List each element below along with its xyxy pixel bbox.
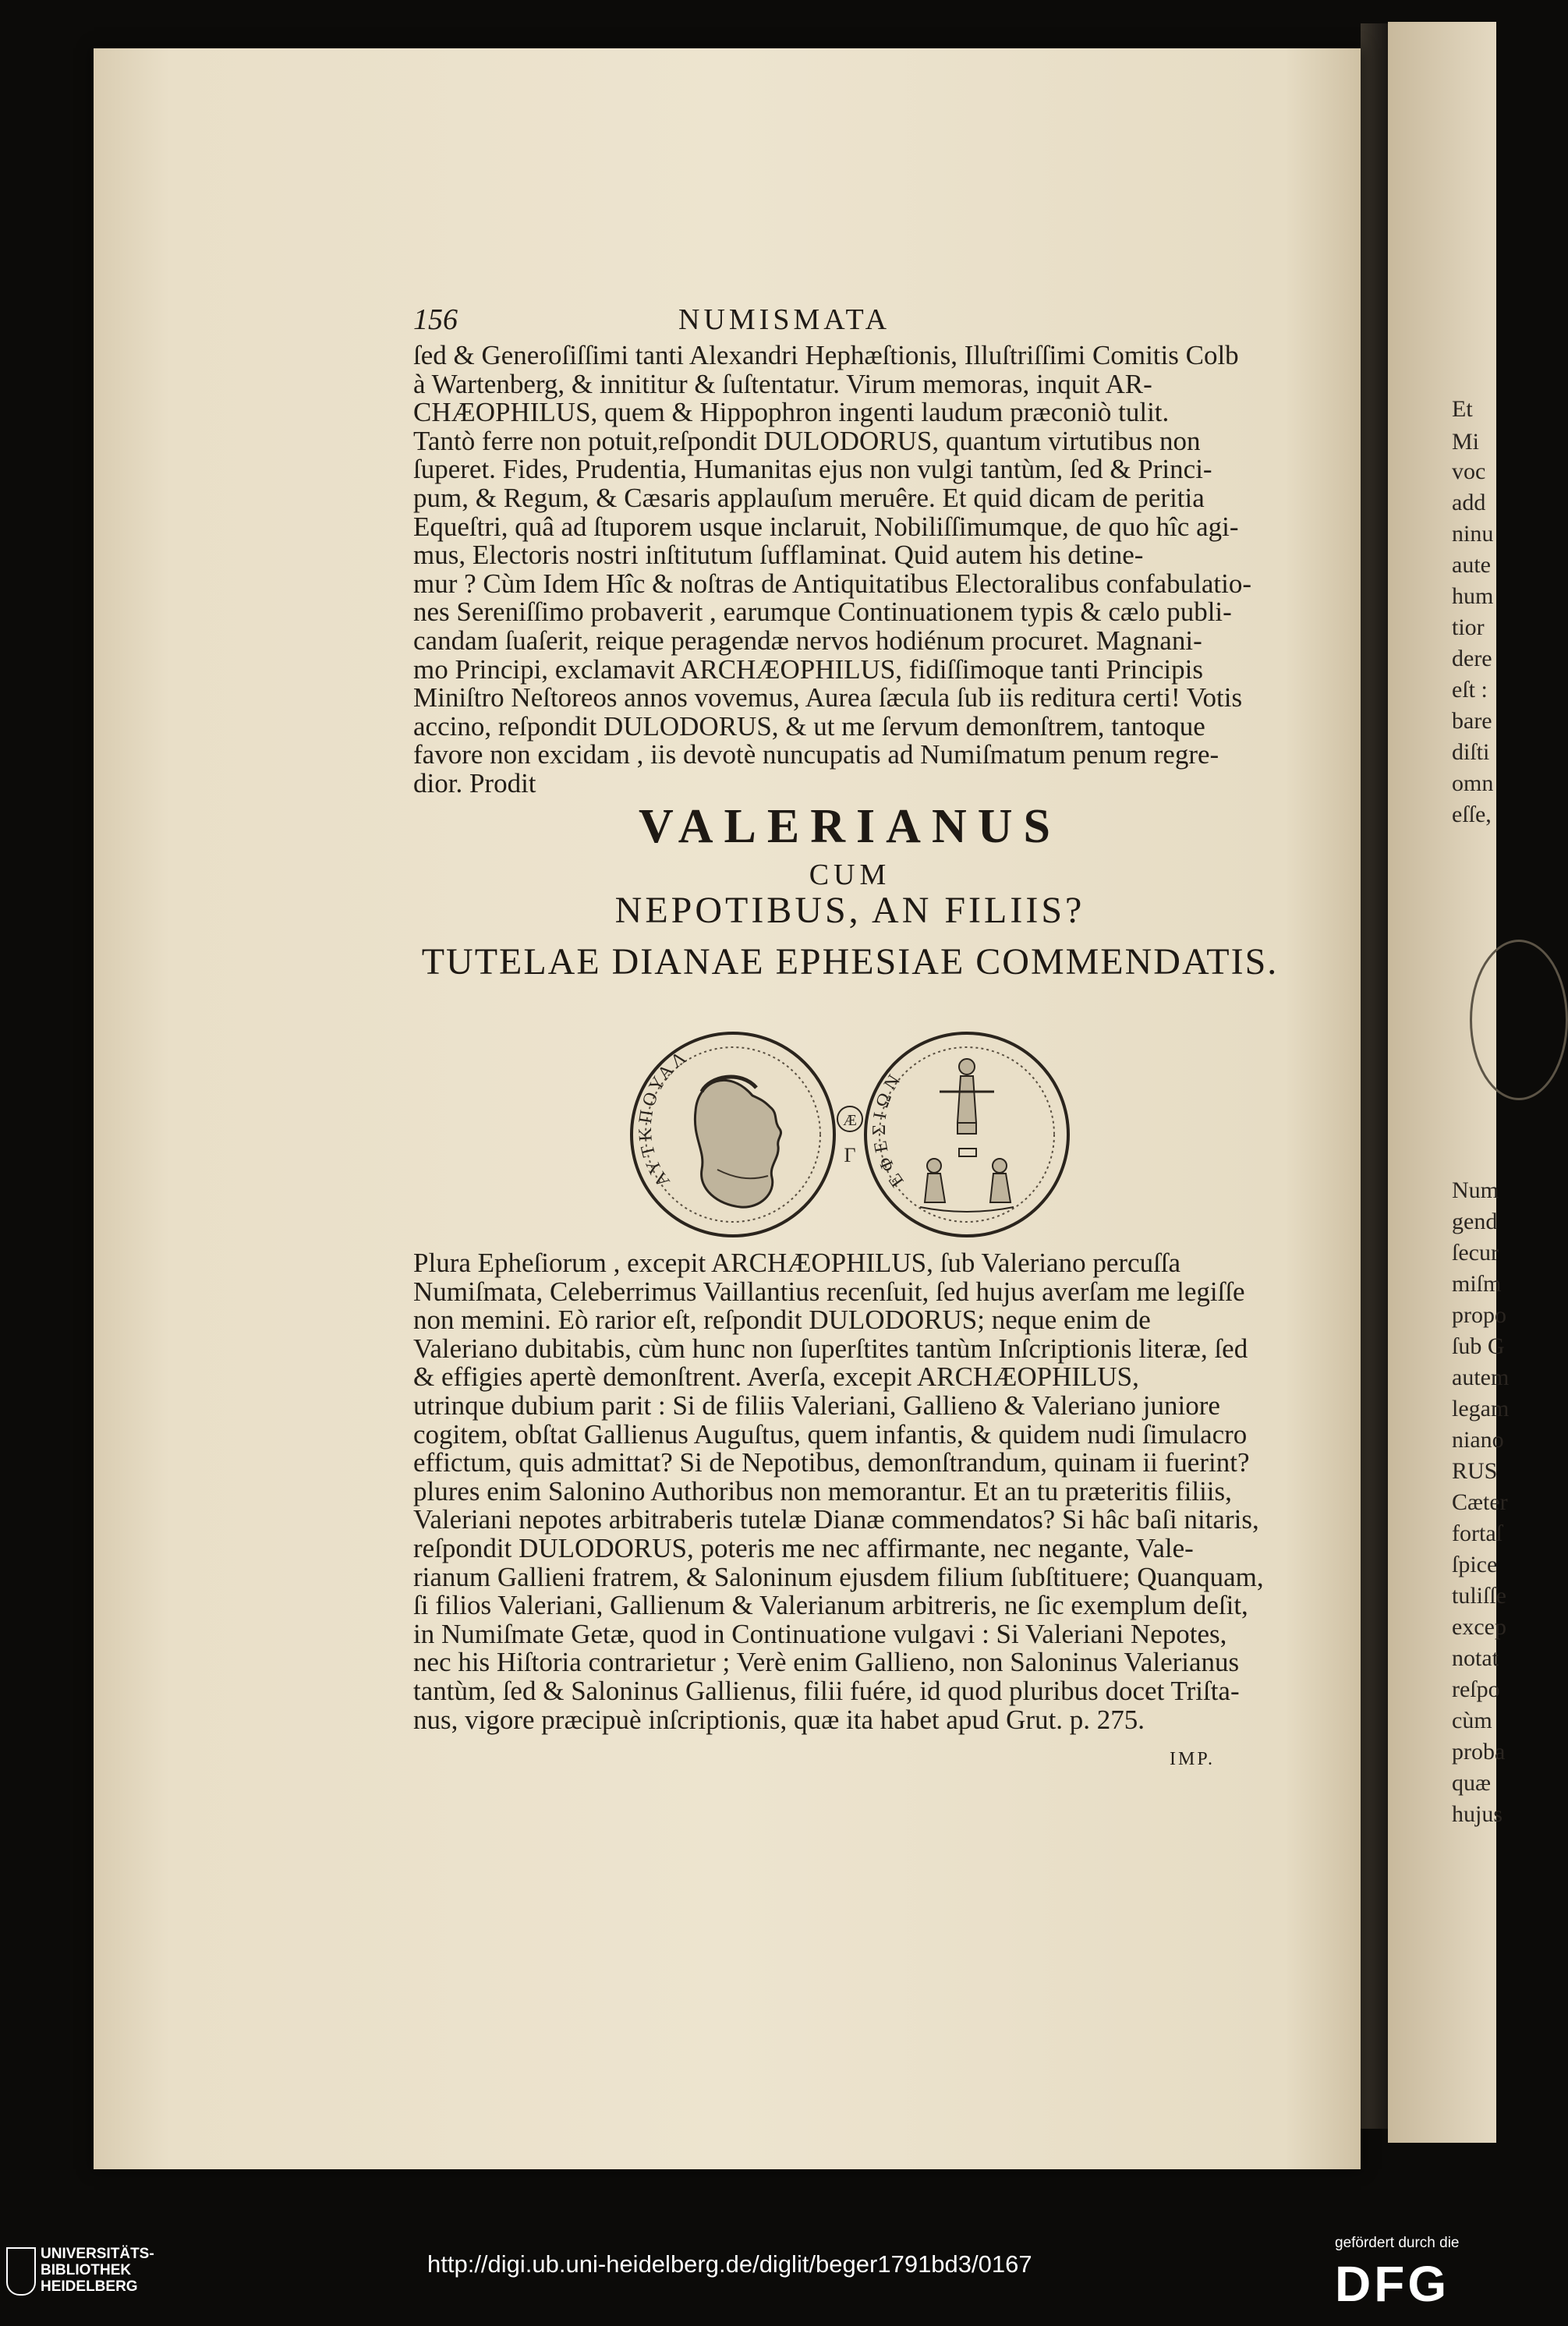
text-line: nec his Hiſtoria contrarietur ; Verè enim Gallieno, non Saloninus Valerianus bbox=[413, 1647, 1240, 1678]
facing-page-fragment: ſub G bbox=[1452, 1333, 1505, 1359]
facing-page-fragment: ſecur bbox=[1452, 1240, 1499, 1266]
facing-page-fragment: excep bbox=[1452, 1614, 1506, 1640]
facing-page-fragment: omn bbox=[1452, 770, 1494, 796]
reverse-legend: ΕΦΕΣΙΩΝ bbox=[869, 1067, 908, 1191]
section-subtitle-1: NEPOTIBUS, AN FILIIS? bbox=[614, 890, 1085, 931]
library-shield-icon bbox=[6, 2247, 36, 2296]
text-line: rianum Gallieni fratrem, & Saloninum ejusdem filium ſubſtituere; Quanquam, bbox=[413, 1561, 1264, 1592]
facing-page-fragment: eſſe, bbox=[1452, 802, 1492, 827]
facing-page-fragment: legam bbox=[1452, 1396, 1510, 1421]
text-line: mur ? Cùm Idem Hîc & noſtras de Antiquitatibus Electoralibus confabulatio- bbox=[413, 568, 1252, 599]
text-line: tantùm, ſed & Saloninus Gallienus, filii fuére, id quod pluribus docet Triſta- bbox=[413, 1675, 1240, 1706]
text-line: cogitem, obſtat Gallienus Auguſtus, quem infantis, & quidem nudi ſimulacro bbox=[413, 1418, 1248, 1450]
funded-by-label: gefördert durch die bbox=[1335, 2235, 1460, 2251]
facing-page-fragment: dere bbox=[1452, 646, 1492, 671]
coin-illustration bbox=[624, 1021, 1076, 1248]
facing-page-fragment: diſti bbox=[1452, 739, 1490, 765]
facing-page-fragment: gend bbox=[1452, 1209, 1498, 1234]
text-line: mo Principi, exclamavit ARCHÆOPHILUS, fidiſſimoque tanti Principis bbox=[413, 653, 1204, 685]
text-line: in Numiſmate Getæ, quod in Continuatione vulgavi : Si Valeriani Nepotes, bbox=[413, 1618, 1227, 1649]
text-line: plures enim Salonino Authoribus non memorantur. Et an tu præteritis filiis, bbox=[413, 1475, 1232, 1506]
text-line: Plura Epheſiorum , excepit ARCHÆOPHILUS, ſub Valeriano percuſſa bbox=[413, 1248, 1181, 1278]
section-title-cum: CUM bbox=[809, 859, 891, 891]
library-name-line-1: UNIVERSITÄTS- bbox=[41, 2246, 154, 2262]
facing-page-fragment: ninu bbox=[1452, 521, 1494, 547]
dfg-logo[interactable]: DFG bbox=[1335, 2256, 1450, 2312]
facing-page-fragment: RUS bbox=[1452, 1458, 1498, 1484]
coin-reverse bbox=[865, 1033, 1068, 1236]
facing-page-fragment: hum bbox=[1452, 583, 1494, 609]
facing-page-fragment: Num bbox=[1452, 1177, 1499, 1203]
page-number: 156 bbox=[413, 303, 458, 336]
running-title: NUMISMATA bbox=[678, 303, 891, 336]
text-line: Valeriani nepotes arbitraberis tutelæ Dianæ commendatos? Si hâc baſi nitaris, bbox=[413, 1504, 1259, 1535]
text-line: Equeſtri, quâ ad ſtuporem usque inclaruit, Nobiliſſimumque, de quo hîc agi- bbox=[413, 511, 1239, 542]
text-line: à Wartenberg, & innititur & ſuſtentatur. Virum memoras, inquit AR- bbox=[413, 368, 1152, 399]
facing-page-fragment: Mi bbox=[1452, 429, 1480, 455]
text-line: candam ſuaſerit, reique peragendæ nervos hodiénum procuret. Magnani- bbox=[413, 625, 1202, 656]
library-name-line-3: HEIDELBERG bbox=[41, 2278, 138, 2295]
text-line: accino, reſpondit DULODORUS, & ut me ſervum demonſtrem, tantoque bbox=[413, 710, 1205, 742]
facing-page-fragment: tior bbox=[1452, 614, 1485, 640]
text-line: nes Sereniſſimo probaverit , earumque Continuationem typis & cælo publi- bbox=[413, 597, 1232, 628]
text-line: nus, vigore præcipuè inſcriptionis, quæ ita habet apud Grut. p. 275. bbox=[413, 1704, 1145, 1735]
facing-page-fragment: Cæter bbox=[1452, 1489, 1508, 1515]
coin-obverse bbox=[632, 1033, 834, 1236]
text-line: ſi filios Valeriani, Gallienum & Valerianum arbitreris, ne ſic exemplum deſit, bbox=[413, 1590, 1248, 1621]
facing-page-fragment: miſm bbox=[1452, 1271, 1502, 1297]
text-line: utrinque dubium parit : Si de filiis Valeriani, Gallieno & Valeriano juniore bbox=[413, 1390, 1220, 1421]
facing-page-fragment: propo bbox=[1452, 1302, 1506, 1328]
library-logo[interactable] bbox=[41, 2246, 154, 2295]
text-line: reſpondit DULODORUS, poteris me nec affirmante, nec negante, Vale- bbox=[413, 1532, 1194, 1563]
facing-page-fragment: fortaſ bbox=[1452, 1521, 1503, 1546]
text-line: mus, Electoris nostri inſtitutum ſufflaminat. Quid autem his detine- bbox=[413, 540, 1144, 571]
facing-page-fragment: eſt : bbox=[1452, 677, 1488, 703]
obverse-legend: ΑΥΤΚΠΟΥΑΛ bbox=[635, 1046, 693, 1191]
facing-page-fragment: reſpo bbox=[1452, 1676, 1500, 1702]
section-subtitle-2: TUTELAE DIANAE EPHESIAE COMMENDATIS. bbox=[421, 941, 1279, 982]
text-line: CHÆOPHILUS, quem & Hippophron ingenti laudum præconiò tulit. bbox=[413, 397, 1170, 428]
section-title: VALERIANUS bbox=[639, 800, 1061, 853]
facing-page-fragment: niano bbox=[1452, 1427, 1504, 1453]
text-line: Numiſmata, Celeberrimus Vaillantius recenſuit, ſed hujus averſam me legiſſe bbox=[413, 1276, 1245, 1307]
text-line: effictum, quis admittat? Si de Nepotibus, demonſtrandum, quinam ii fuerint? bbox=[413, 1447, 1250, 1478]
svg-text:Æ: Æ bbox=[843, 1112, 857, 1129]
text-line: favore non excidam , iis devotè nuncupatis ad Numiſmatum penum regre- bbox=[413, 739, 1219, 770]
text-line: pum, & Regum, & Cæsaris applauſum meruêre. Et quid dicam de peritia bbox=[413, 482, 1205, 513]
text-line: ſed & Generoſiſſimi tanti Alexandri Hephæſtionis, Illuſtriſſimi Comitis Colb bbox=[413, 340, 1239, 370]
facing-page-fragment: tuliſſe bbox=[1452, 1583, 1506, 1609]
text-line: Valeriano dubitabis, cùm hunc non ſuperſtites tantùm Inſcriptionis literæ, ſed bbox=[413, 1333, 1248, 1364]
facing-page-fragment: aute bbox=[1452, 552, 1491, 578]
facing-page-fragment: ſpice bbox=[1452, 1552, 1498, 1577]
text-line: ſuperet. Fides, Prudentia, Humanitas ejus non vulgi tantùm, ſed & Princi- bbox=[413, 454, 1212, 485]
text-line: Tantò ferre non potuit,reſpondit DULODORUS, quantum virtutibus non bbox=[413, 425, 1201, 456]
coin-center-mark bbox=[837, 1106, 862, 1167]
facing-page-fragment: Et bbox=[1452, 396, 1473, 422]
body-text-bottom bbox=[413, 1249, 1294, 1734]
facing-page-fragment: hujus bbox=[1452, 1801, 1503, 1827]
facing-page-fragment: bare bbox=[1452, 708, 1492, 734]
catchword: IMP. bbox=[1170, 1749, 1216, 1769]
source-url-link[interactable]: http://digi.ub.uni-heidelberg.de/diglit/beger1791bd3/0167 bbox=[427, 2250, 1032, 2278]
text-line: & effigies apertè demonſtrent. Averſa, excepit ARCHÆOPHILUS, bbox=[413, 1361, 1139, 1393]
facing-page-fragment: cùm bbox=[1452, 1708, 1492, 1733]
center-letter: Γ bbox=[844, 1144, 856, 1167]
facing-page-fragment: notat bbox=[1452, 1645, 1499, 1671]
book-gutter bbox=[1361, 23, 1388, 2129]
facing-page-fragment: autem bbox=[1452, 1365, 1510, 1390]
library-name-line-2: BIBLIOTHEK bbox=[41, 2262, 132, 2278]
body-text-top bbox=[413, 342, 1294, 798]
text-line: Miniſtro Neſtoreos annos vovemus, Aurea ſæcula ſub iis reditura certi! Votis bbox=[413, 682, 1243, 713]
facing-page-fragment: add bbox=[1452, 490, 1486, 515]
text-line: non memini. Eò rarior eſt, reſpondit DULODORUS; neque enim de bbox=[413, 1305, 1151, 1336]
facing-page-fragment: voc bbox=[1452, 458, 1486, 484]
facing-page-fragment: quæ bbox=[1452, 1770, 1492, 1796]
text-line: dior. Prodit bbox=[413, 767, 536, 798]
facing-page-fragment: proba bbox=[1452, 1739, 1506, 1765]
facing-page-coin bbox=[1470, 940, 1568, 1100]
